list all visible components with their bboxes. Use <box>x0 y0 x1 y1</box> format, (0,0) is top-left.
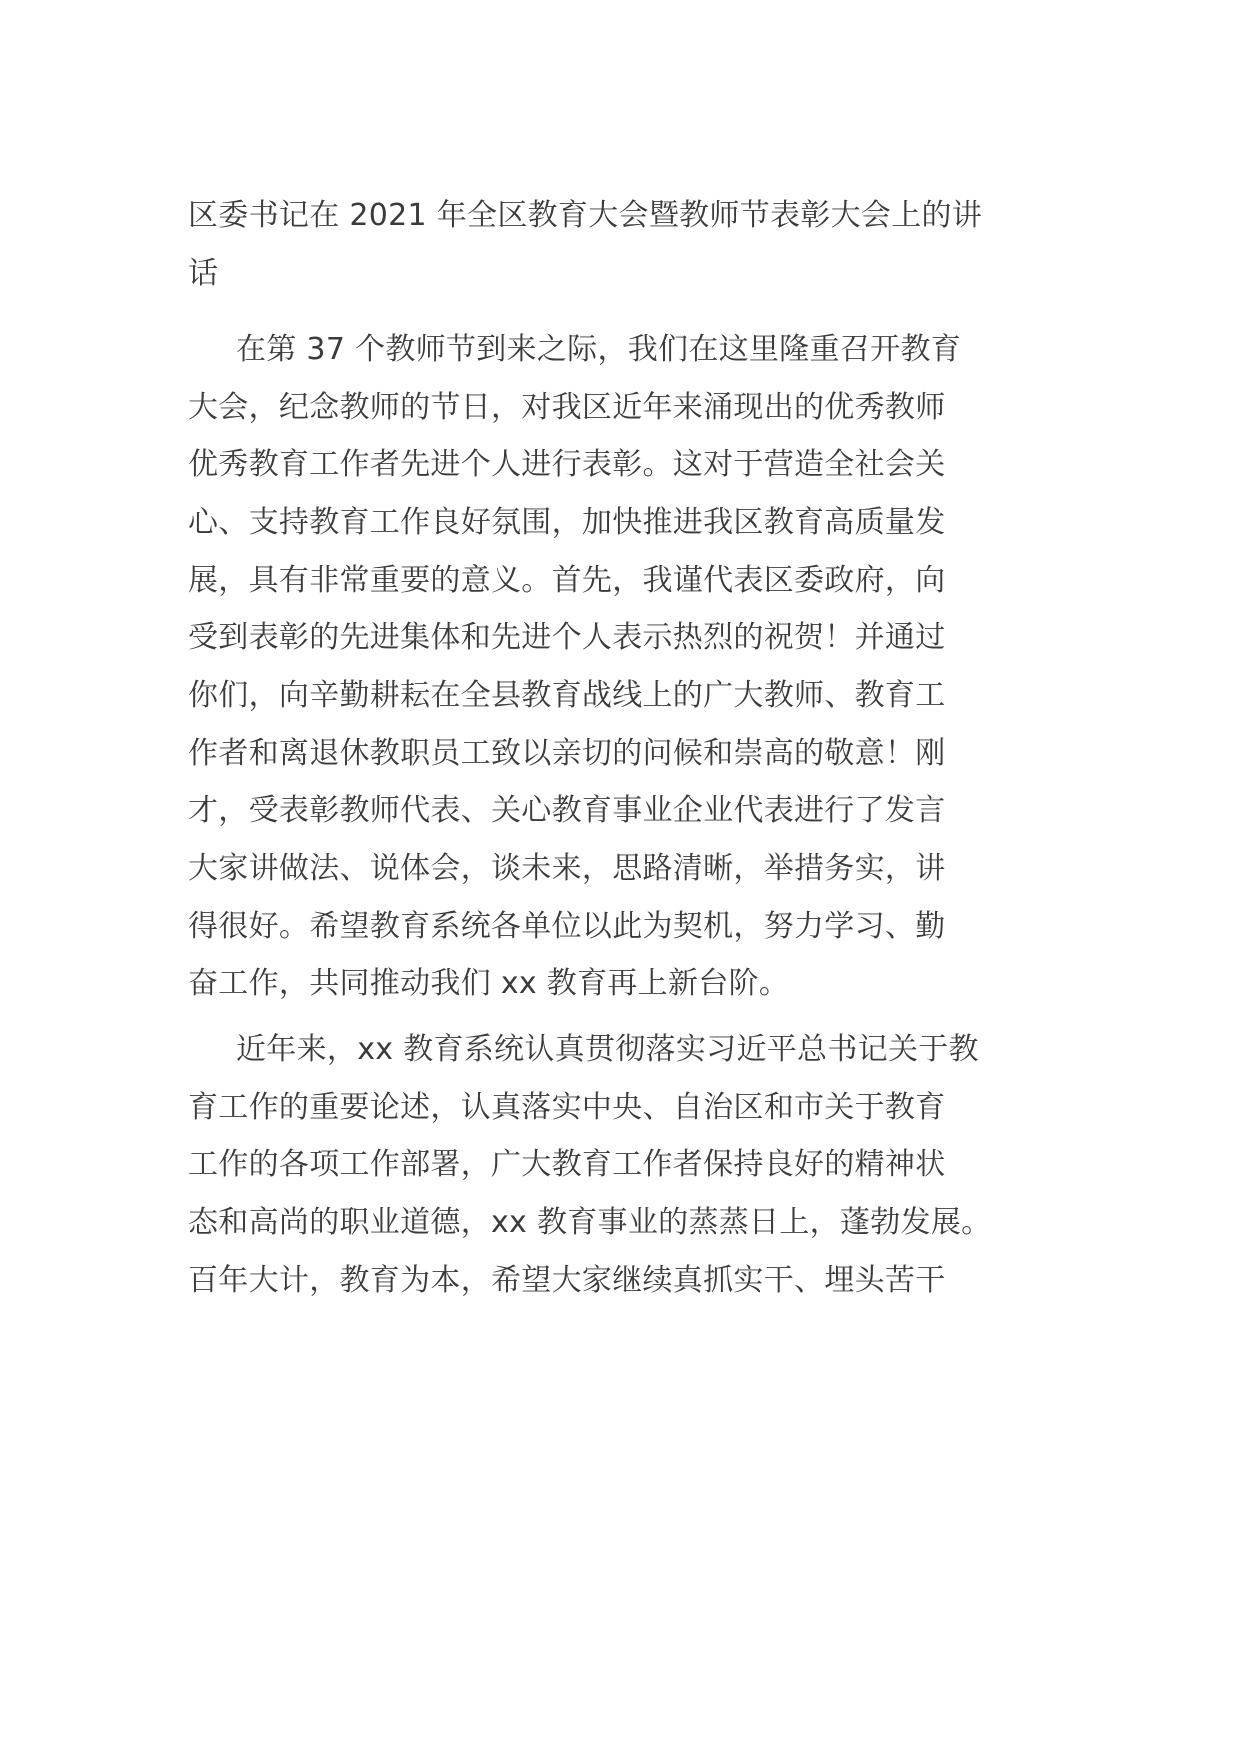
paragraph-1-line: 你们，向辛勤耕耘在全县教育战线上的广大教师、教育工 <box>188 678 946 713</box>
document-title-line-1: 区委书记在 2021 年全区教育大会暨教师节表彰大会上的讲 <box>188 198 983 233</box>
paragraph-1-line: 在第 37 个教师节到来之际，我们在这里隆重召开教育 <box>236 332 962 367</box>
paragraph-2-line: 近年来，xx 教育系统认真贯彻落实习近平总书记关于教 <box>236 1032 979 1067</box>
paragraph-1-line: 奋工作，共同推动我们 xx 教育再上新台阶。 <box>188 966 790 1001</box>
paragraph-1-line: 才，受表彰教师代表、关心教育事业企业代表进行了发言 <box>188 793 946 828</box>
document-title-line-2: 话 <box>188 256 219 291</box>
paragraph-1-line: 优秀教育工作者先进个人进行表彰。这对于营造全社会关 <box>188 447 946 482</box>
paragraph-1-line: 大家讲做法、说体会，谈未来，思路清晰，举措务实，讲 <box>188 851 946 886</box>
paragraph-1-line: 得很好。希望教育系统各单位以此为契机，努力学习、勤 <box>188 909 946 944</box>
paragraph-1-line: 作者和离退休教职员工致以亲切的问候和崇高的敬意！刚 <box>188 736 946 771</box>
paragraph-2-line: 态和高尚的职业道德，xx 教育事业的蒸蒸日上，蓬勃发展。 <box>188 1205 992 1240</box>
paragraph-2-line: 百年大计，教育为本，希望大家继续真抓实干、埋头苦干 <box>188 1263 946 1298</box>
paragraph-1-line: 心、支持教育工作良好氛围，加快推进我区教育高质量发 <box>188 505 946 540</box>
paragraph-1-line: 受到表彰的先进集体和先进个人表示热烈的祝贺！并通过 <box>188 620 946 655</box>
paragraph-1-line: 展，具有非常重要的意义。首先，我谨代表区委政府，向 <box>188 563 946 598</box>
paragraph-1-line: 大会，纪念教师的节日，对我区近年来涌现出的优秀教师 <box>188 390 946 425</box>
paragraph-2-line: 育工作的重要论述，认真落实中央、自治区和市关于教育 <box>188 1090 946 1125</box>
paragraph-2-line: 工作的各项工作部署，广大教育工作者保持良好的精神状 <box>188 1147 946 1182</box>
